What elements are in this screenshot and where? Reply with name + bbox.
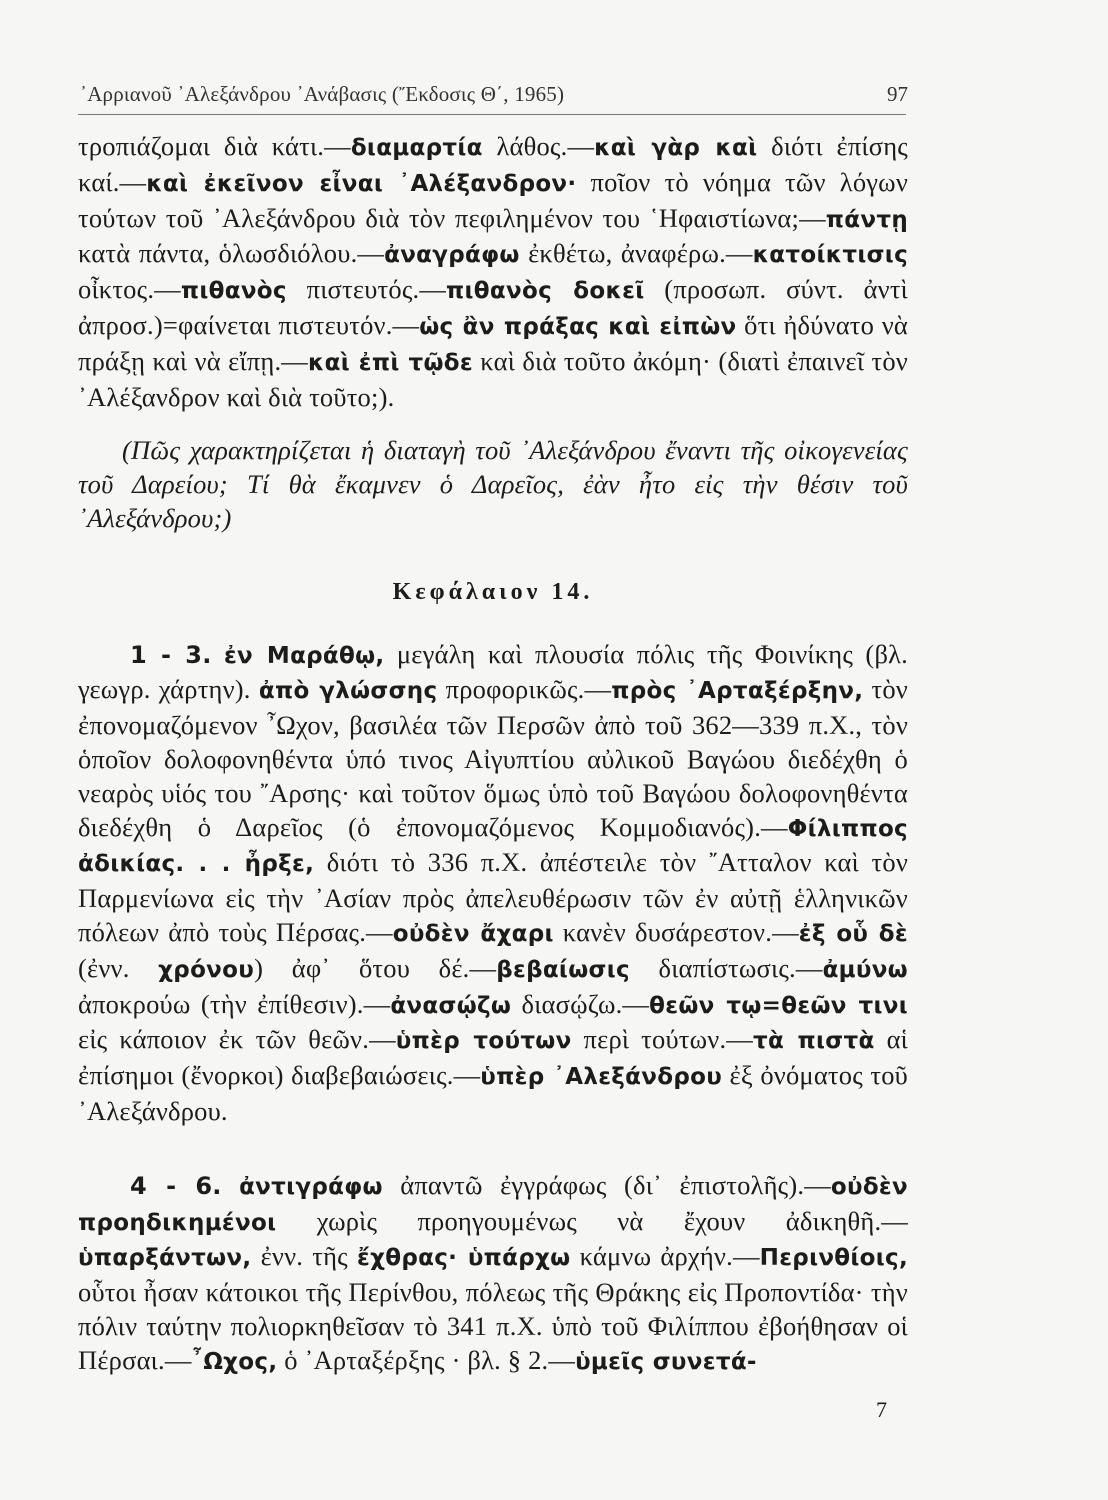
text-run: προφορικῶς.—: [437, 674, 612, 705]
lemma: ἀμύνω: [822, 956, 908, 983]
paragraph-section-1-3: [78, 638, 908, 1129]
text-run: λάθος.—: [482, 131, 595, 161]
text-run: ὅτι ἠδύνατο νὰ πράξῃ καὶ νὰ εἴπῃ.—: [78, 309, 909, 376]
text-run: ποῖον τὸ νόημα τῶν λόγων τούτων τοῦ ᾿Αλεξάνδρου διὰ τὸν πεφιλημένον του ῾Ηφαιστίωνα;—: [78, 166, 909, 233]
text-run: περὶ τούτων.—: [571, 1024, 753, 1055]
running-header: [78, 82, 908, 112]
signature-number: 7: [876, 1397, 887, 1422]
text-run: μεγάλη καὶ πλουσία πόλις τῆς Φοινίκης (βλ. γεωγρ. χάρτην).: [78, 638, 908, 705]
text-run: καὶ διὰ τοῦτο ἀκόμη· (διατὶ ἐπαινεῖ τὸν ᾿Αλέξανδρον καὶ διὰ τοῦτο;).: [78, 345, 908, 412]
lemma: ἐν Μαράθῳ,: [223, 642, 385, 669]
lemma: ὑπὲρ τούτων: [395, 1028, 572, 1055]
text-run: ) ἀφ᾿ ὅτου δέ.—: [254, 952, 497, 983]
text-run: τὸν ἐπονομαζόμενον ῏Ωχον, βασιλέα τῶν Περσῶν ἀπὸ τοῦ 362—339 π.Χ., τὸν ὁποῖον δολοφονηθέντα ὑπό τινος Αἰγυπτίου αὐλικοῦ Βαγώου διεδέχθη ὁ νεαρὸς υἱός του ῎Αρσης· καὶ τοῦτον ὅμως ὑπὸ τοῦ Βαγώου δολοφονηθέντα διεδέχθη ὁ Δαρεῖος (ὁ ἐπονομαζόμενος Κομμοδιανός).—: [78, 674, 908, 842]
lemma: πιθανὸς δοκεῖ: [446, 278, 645, 305]
lemma: Φίλιππος ἀδικίας. . . ἦρξε,: [78, 815, 908, 878]
text-run: πιστευτός.—: [286, 274, 447, 305]
text-run: διαπίστωσις.—: [629, 952, 823, 983]
section-number: 1 - 3.: [130, 640, 212, 669]
paragraph-section-4-6: [78, 1169, 908, 1380]
text-run: κανὲν δυσάρεστον.—: [553, 916, 799, 947]
lemma: καὶ ἐπὶ τῷδε: [307, 349, 473, 376]
lemma: πάντῃ: [825, 206, 908, 233]
lemma: ὡς ἂν πράξας καὶ εἰπὼν: [419, 313, 737, 340]
lemma: θεῶν τῳ=θεῶν τινι: [649, 992, 908, 1019]
text-run: διότι τὸ 336 π.Χ. ἀπέστειλε τὸν ῎Ατταλον καὶ τὸν Παρμενίωνα εἰς τὴν ᾿Ασίαν πρὸς ἀπελευθέρωσιν τῶν ἐν αὐτῇ ἑλληνικῶν πόλεων ἀπὸ τοὺς Πέρσας.—: [78, 847, 908, 947]
text-run: ἐκθέτω, ἀναφέρω.—: [519, 238, 753, 269]
lemma: τὰ πιστὰ: [753, 1028, 875, 1055]
lemma: Περινθίοις,: [759, 1245, 908, 1272]
lemma: ὑμεῖς συνετά-: [575, 1348, 757, 1375]
lemma: ἀνασῴζω: [390, 992, 512, 1019]
lemma: ὑπὲρ ᾿Αλεξάνδρου: [480, 1064, 723, 1091]
text-run: οἶκτος.—: [78, 274, 181, 305]
text-run: χωρὶς προηγουμένως νὰ ἔχουν ἀδικηθῆ.—: [276, 1205, 908, 1236]
text-run: ἐνν. τῆς: [251, 1241, 358, 1272]
study-question: (Πῶς χαρακτηρίζεται ἡ διαταγὴ τοῦ ᾿Αλεξάνδρου ἔναντι τῆς οἰκογενείας τοῦ Δαρείου; Τί θὰ ἔκαμνεν ὁ Δαρεῖος, ἐὰν ἦτο εἰς τὴν θέσιν τοῦ ᾿Αλεξάνδρου;): [78, 435, 908, 533]
lemma: ἐξ οὗ δὲ: [798, 920, 908, 947]
lemma: οὐδὲν προηδικημένοι: [78, 1173, 908, 1236]
lemma: καὶ γὰρ καὶ: [594, 135, 758, 161]
header-title: ᾿Αρριανοῦ ᾿Αλεξάνδρου ᾿Ανάβασις (Ἔκδοσις Θ΄, 1965): [80, 82, 565, 106]
lemma: πρὸς ᾿Αρταξέρξην,: [611, 678, 864, 705]
text-run: (ἐνν.: [78, 952, 159, 983]
lemma: πιθανὸς: [180, 278, 287, 305]
text-run: εἰς κάποιον ἐκ τῶν θεῶν.—: [78, 1024, 396, 1055]
lemma: ὑπαρξάντων,: [78, 1245, 252, 1272]
lemma: οὐδὲν ἄχαρι: [392, 920, 554, 947]
lemma: κατοίκτισις: [752, 242, 908, 269]
chapter-heading: Κεφάλαιον 14.: [392, 578, 594, 605]
lemma: ἀντιγράφω: [239, 1173, 383, 1200]
text-run: διασῴζω.—: [511, 988, 650, 1019]
lemma: βεβαίωσις: [496, 956, 630, 983]
text-run: αἱ ἐπίσημοι (ἔνορκοι) διαβεβαιώσεις.—: [78, 1024, 908, 1091]
text-run: κάμνω ἀρχήν.—: [570, 1241, 760, 1272]
text-body: [78, 130, 908, 1380]
lemma: ἀναγράφω: [384, 242, 520, 269]
text-run: ἀπαντῶ ἐγγράφως (δι᾿ ἐπιστολῆς).—: [382, 1169, 831, 1200]
text-run: διότι ἐπίσης καί.—: [78, 131, 908, 197]
paragraph-commentary-end: [78, 130, 908, 414]
text-run: τροπιάζομαι διὰ κάτι.—: [78, 131, 351, 161]
lemma: καὶ ἐκεῖνον εἶναι ᾿Αλέξανδρον·: [146, 170, 577, 197]
page: [78, 70, 913, 1470]
text-run: ἐξ ὀνόματος τοῦ ᾿Αλεξάνδρου.: [78, 1060, 908, 1126]
section-number: 4 - 6.: [130, 1171, 222, 1200]
text-run: κατὰ πάντα, ὁλωσδιόλου.—: [78, 238, 385, 269]
lemma: ἀπὸ γλώσσης: [258, 678, 438, 705]
lemma: χρόνου: [158, 956, 255, 983]
lemma: ῏Ωχος,: [191, 1348, 278, 1375]
text-run: (προσωπ. σύντ. ἀντὶ ἀπροσ.)=φαίνεται πιστευτόν.—: [78, 274, 908, 340]
page-number: 97: [887, 82, 908, 106]
text-run: οὗτοι ἦσαν κάτοικοι τῆς Περίνθου, πόλεως τῆς Θράκης εἰς Προποντίδα· τὴν πόλιν ταύτην πολιορκηθεῖσαν τὸ 341 π.Χ. ὑπὸ τοῦ Φιλίππου ἐβοήθησαν οἱ Πέρσαι.—: [78, 1277, 908, 1375]
lemma: διαμαρτία: [350, 135, 483, 161]
text-run: ὁ ᾿Αρταξέρξης · βλ. § 2.—: [277, 1344, 576, 1375]
text-run: ἀποκρούω (τὴν ἐπίθεσιν).—: [78, 988, 391, 1019]
header-rule: [78, 114, 906, 115]
lemma: ἔχθρας· ὑπάρχω: [357, 1245, 571, 1272]
